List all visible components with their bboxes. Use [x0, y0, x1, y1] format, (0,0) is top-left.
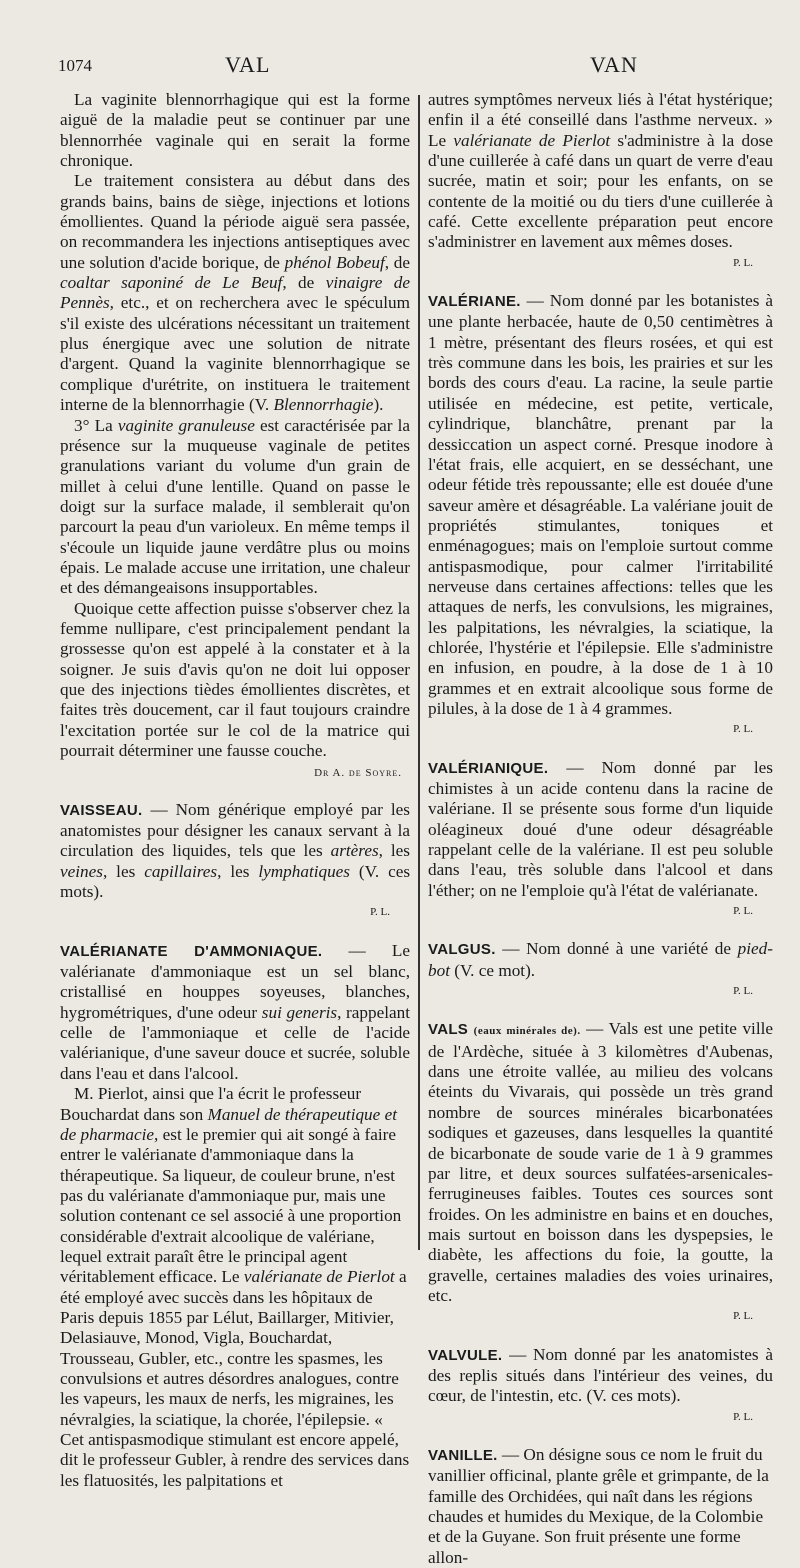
entry-valeriane: VALÉRIANE. — Nom donné par les botanistes à une plante herbacée, haute de 0,50 centimètres à 1 mètre, présentant des fleurs rosées, et qui est très commune dans les bois, les prairies et sur les bords des cours d'eau. La racine, la seule partie utilisée en médecine, est petite, verticale, cylindrique, blanchâtre, prenant par la dessiccation un aspect corné. Presque inodore à l'état frais, elle acquiert, en se desséchant, une odeur fétide très repoussante; elle est douée d'une saveur amère et désagréable. La valériane jouit de propriétés stimulantes, toniques et enménagogues; mais on l'emploie surtout comme antispasmodique, pour calmer l'irritabilité nerveuse dans certaines affections: telles que les attaques de nerfs, les convulsions, les migraines, les palpitations, les névralgies, la sciatique, la chlorée, l'hystérie et l'épilepsie. Elle s'administre en infusion, en poudre, à la dose de 1 à 10 grammes et en extrait alcoolique sous forme de pilules, à la dose de 1 à 4 grammes.: [428, 291, 773, 718]
entry-vals: VALS (eaux minérales de). — Vals est une petite ville de l'Ardèche, située à 3 kilomètres d'Aubenas, dans une étroite vallée, au milieu des volcans éteints du Vivarais, qui possède un très grand nombre de sources minérales bicarbonatées sodiques et gazeuses, dans lesquelles la quantité de bicarbonate de soude varie de 1 à 9 grammes par litre, et deux sources sulfatées-arsenicales-ferrugineuses faibles. Toutes ces sources sont froides. On les administre en bains et en douches, mais surtout en boisson dans les dyspepsies, le diabète, les affections du foie, la goutte, la gravelle, certaines maladies des voies urinaires, etc.: [428, 1019, 774, 1305]
paragraph: M. Pierlot, ainsi que l'a écrit le professeur Bouchardat dans son Manuel de thérapeutique et de pharmacie, est le premier qui ait songé à faire entrer le valérianate d'ammoniaque dans la thérapeutique. Sa liqueur, de couleur brune, n'est pas du valérianate d'ammoniaque pur, mais une solution contenant ce sel associé à une proportion considérable d'extrait alcoolique de valériane, lequel extrait paraît être le principal agent véritablement efficace. Le valérianate de Pierlot a été employé avec succès dans les hôpitaux de Paris depuis 1855 par Lélut, Baillarger, Mitivier, Delasiauve, Monod, Vigla, Bouchardat, Trousseau, Gubler, etc., contre les spasmes, les convulsions et autres désordres analogues, contre les vapeurs, les maux de nerfs, les migraines, les névralgies, la sciatique, la chorée, l'épilepsie. « Cet antispasmodique stimulant est encore appelé, dit le professeur Gubler, à rendre des services dans les flatuosités, les palpitations et: [60, 1084, 410, 1490]
page-number: 1074: [58, 56, 92, 75]
paragraph: autres symptômes nerveux liés à l'état hystérique; enfin il a été conseillé dans l'asthme nerveux. » Le valérianate de Pierlot s'administre à la dose d'une cuillerée à café dans un quart de verre d'eau sucrée, matin et soir; pour les enfants, on se contente de la moitié ou du tiers d'une cuillerée à café. Cette excellente préparation peut encore s'administrer en lavement aux mêmes doses.: [428, 90, 773, 252]
headword: VALVULE.: [428, 1346, 503, 1364]
author-signature: Dr A. de Soyre.: [314, 767, 402, 780]
author-signature: P. L.: [733, 723, 753, 736]
author-signature: P. L.: [733, 1410, 753, 1423]
headword: VAISSEAU.: [60, 801, 143, 819]
paragraph: Quoique cette affection puisse s'observer chez la femme nullipare, c'est principalement pendant la grossesse qu'on est appelé à la constater et à la soigner. Je suis d'avis qu'on ne doit lui opposer que des injections tièdes émollientes discrètes, et faites très doucement, car il faut toujours craindre l'excitation portée sur le col de la matrice qui pourrait déterminer une fausse couche.: [60, 598, 410, 760]
entry-vanille: VANILLE. — On désigne sous ce nom le fruit du vanillier officinal, plante grêle et grimpante, de la famille des Orchidées, qui naît dans les régions chaudes et humides du Mexique, de la Colombie et de la Guyane. Son fruit présente une forme allon-: [428, 1444, 769, 1567]
left-column: [60, 90, 410, 1491]
entry-valvule: VALVULE. — Nom donné par les anatomistes à des replis situés dans l'intérieur des veines, du cœur, de l'intestin, etc. (V. ces mots).: [428, 1344, 773, 1406]
paragraph: 3° La vaginite granuleuse est caractérisée par la présence sur la muqueuse vaginale de petites granulations variant du volume d'un grain de millet à celui d'une lentille. Quand on passe le doigt sur la surface malade, il semblerait qu'on parcourt la peau d'un varioleux. En même temps il s'écoule un liquide jaune verdâtre plus ou moins épais. Le malade accuse une irritation, une chaleur et des démangeaisons insupportables.: [60, 415, 410, 598]
running-head-left: VAL: [225, 52, 271, 77]
headword: VALS: [428, 1021, 469, 1039]
author-signature: P. L.: [370, 906, 390, 919]
column-divider: [418, 95, 420, 1250]
author-signature: P. L.: [733, 985, 753, 998]
author-signature: P. L.: [733, 1310, 753, 1323]
paragraph: Le traitement consistera au début dans des grands bains, bains de siège, injections et lotions émollientes. Quand la période aiguë sera passée, on recommandera les injections antiseptiques avec une solution d'acide borique, de phénol Bobeuf, de coaltar saponiné de Le Beuf, de vinaigre de Pennès, etc., et on recherchera avec le spéculum s'il existe des ulcérations nécessitant un traitement plus énergique avec une solution de nitrate d'argent. Quand la vaginite blennorrhagique se complique d'urétrite, on instituera le traitement interne de la blennorrhagie (V. Blennorrhagie).: [60, 171, 410, 415]
headword-qualifier: (eaux minérales de).: [473, 1025, 581, 1038]
author-signature: P. L.: [733, 905, 753, 918]
paragraph: La vaginite blennorrhagique qui est la forme aiguë de la maladie peut se continuer par une blennorrhée vaginale qui en serait la forme chronique.: [60, 90, 410, 171]
entry-valgus: VALGUS. — Nom donné à une variété de pied-bot (V. ce mot).: [428, 939, 773, 980]
entry-valerianate: VALÉRIANATE D'AMMONIAQUE. — Le valérianate d'ammoniaque est un sel blanc, cristallisé en houppes soyeuses, blanches, hygrométriques, d'une odeur sui generis, rappelant celle de l'ammoniaque et celle de l'acide valérianique, d'une saveur douce et sucrée, soluble dans l'eau et dans l'alcool.: [60, 940, 410, 1083]
right-column: [428, 90, 773, 1568]
headword: VANILLE.: [428, 1446, 498, 1464]
headword: VALÉRIANIQUE.: [428, 759, 549, 777]
headword: VALGUS.: [428, 941, 496, 959]
entry-vaisseau: VAISSEAU. — Nom générique employé par les anatomistes pour désigner les canaux servant à la circulation des liquides, tels que les artères, les veines, les capillaires, les lymphatiques (V. ces mots).: [60, 799, 411, 902]
page-header: [0, 52, 800, 82]
running-head-right: VAN: [590, 52, 638, 77]
entry-valerianique: VALÉRIANIQUE. — Nom donné par les chimistes à un acide contenu dans la racine de valériane. Il se présente sous forme d'un liquide oléagineux doué d'une odeur désagréable rappelant celle de la valériane. Il est peu soluble dans l'eau, très soluble dans l'alcool et dans l'éther; on ne l'emploie qu'à l'état de valérianate.: [428, 757, 773, 900]
author-signature: P. L.: [733, 256, 753, 269]
headword: VALÉRIANE.: [428, 293, 521, 311]
headword: VALÉRIANATE D'AMMONIAQUE.: [60, 942, 323, 960]
